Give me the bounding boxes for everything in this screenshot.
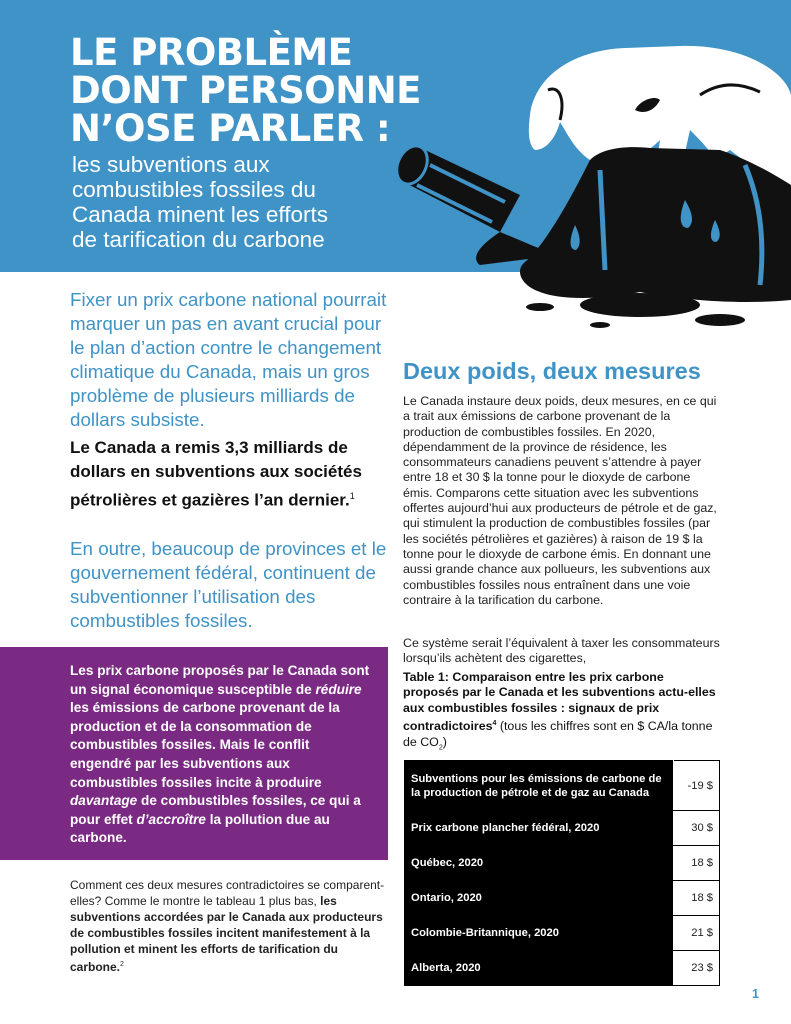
intro-paragraph-2: En outre, beaucoup de provinces et le gouvernement fédéral, continuent de subventionner l’utilisation des combustibles fossiles.	[70, 538, 387, 631]
table-row	[405, 846, 720, 881]
row-label: Alberta, 2020	[405, 951, 674, 986]
table-row	[405, 916, 720, 951]
elephant-oil-barrel-icon	[392, 40, 791, 340]
page-number: 1	[752, 987, 759, 1001]
page-title: LE PROBLÈME DONT PERSONNE N’OSE PARLER :	[70, 31, 421, 150]
table-row	[405, 811, 720, 846]
row-value: 30 $	[673, 811, 719, 846]
body-paragraph-2: Ce système serait l’équivalent à taxer les consommateurs lorsqu’ils achètent des cigarettes,	[403, 636, 720, 666]
row-label: Colombie-Britannique, 2020	[405, 916, 674, 951]
row-label: Subventions pour les émissions de carbone de la production de pétrole et de gaz au Canada	[405, 761, 674, 811]
row-label: Ontario, 2020	[405, 881, 674, 916]
footnote-ref: 1	[349, 491, 355, 501]
row-label: Prix carbone plancher fédéral, 2020	[405, 811, 674, 846]
table-row	[405, 881, 720, 916]
section-heading: Deux poids, deux mesures	[403, 358, 701, 384]
table-caption: Table 1: Comparaison entre les prix carbone proposés par le Canada et les subventions actu-elles aux combustibles fossiles : signaux de prix contradictoires$^4$ (tous les chiffres sont en $ CA/la tonne de $CO_2$)	[403, 670, 716, 752]
row-label: Québec, 2020	[405, 846, 674, 881]
row-value: 23 $	[673, 951, 719, 986]
table-row	[405, 951, 720, 986]
footnote-ref: 2	[120, 961, 124, 968]
comparison-table	[404, 760, 720, 986]
row-value: 18 $	[673, 881, 719, 916]
row-value: 18 $	[673, 846, 719, 881]
row-value: 21 $	[673, 916, 719, 951]
row-value: -19 $	[673, 761, 719, 811]
closing-paragraph: Comment ces deux mesures contradictoires se comparent-elles? Comme le montre le tableau 1 plus bas, les subventions accordées par le Canada aux producteurs de combustibles fossiles incitent manifestement à la pollution et minent les efforts de tarification du carbone.$^2$	[70, 878, 385, 974]
page-subtitle: les subventions aux combustibles fossiles du Canada minent les efforts de tarification du carbone	[72, 152, 328, 252]
intro-paragraph: Fixer un prix carbone national pourrait marquer un pas en avant crucial pour le plan d’action contre le changement climatique du Canada, mais un gros problème de plusieurs milliards de dollars subsiste.	[70, 289, 387, 430]
callout-text: Les prix carbone proposés par le Canada sont un signal économique susceptible de réduire les émissions de carbone provenant de la production et de la consommation de combustibles fossiles. Mais le conflit engendré par les subventions aux combustibles fossiles incite à produire davantage de combustibles fossiles, ce qui a pour effet d’accroître la pollution due au carbone.	[70, 663, 370, 846]
body-paragraph-1: Le Canada instaure deux poids, deux mesures, en ce qui a trait aux émissions de carbone provenant de la production de combustibles fossiles. En 2020, dépendamment de la province de résidence, les consommateurs canadiens peuvent s’attendre à payer entre 18 et 30 $ la tonne pour le dioxyde de carbone émis. Comparons cette situation avec les subventions offertes aujourd’hui aux producteurs de pétrole et de gaz, qui stimulent la production de combustibles fossiles (par les sociétés pétrolières et gazières) à raison de 19 $ la tonne pour le dioxyde de carbone émis. En donnant une aussi grande chance aux pollueurs, les subventions aux combustibles fossiles nous entraînent dans une voie contraire à la tarification du carbone.	[403, 394, 717, 607]
key-statement: Le Canada a remis 3,3 milliards de dollars en subventions aux sociétés pétrolières et gazières l’an dernier.$^1$	[70, 438, 362, 510]
table-row	[405, 761, 720, 811]
